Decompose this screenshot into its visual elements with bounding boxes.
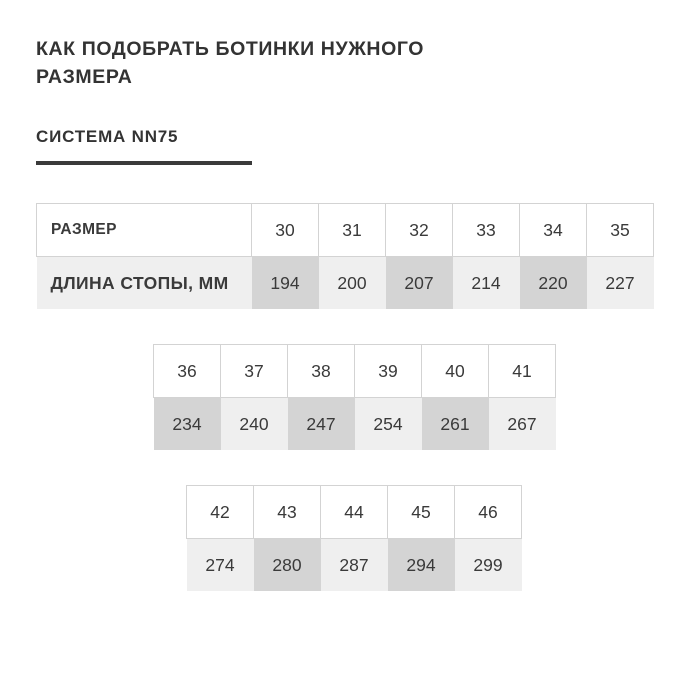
- length-cell: 261: [422, 398, 489, 451]
- length-cell: 220: [520, 257, 587, 310]
- length-cell: 254: [355, 398, 422, 451]
- size-cell: 38: [288, 345, 355, 398]
- size-cell: 33: [453, 204, 520, 257]
- length-cell: 194: [252, 257, 319, 310]
- size-table-block-3: [186, 485, 522, 591]
- length-cell: 240: [221, 398, 288, 451]
- length-cell: 227: [587, 257, 654, 310]
- size-cell: 44: [321, 486, 388, 539]
- page-subtitle: СИСТЕМА NN75: [36, 127, 179, 147]
- length-cell: 294: [388, 539, 455, 592]
- table-row-sizes: [37, 204, 654, 257]
- size-cell: 37: [221, 345, 288, 398]
- length-cell: 267: [489, 398, 556, 451]
- size-cell: 31: [319, 204, 386, 257]
- size-cell: 42: [187, 486, 254, 539]
- table-row-lengths: [37, 257, 654, 310]
- length-cell: 200: [319, 257, 386, 310]
- size-cell: 40: [422, 345, 489, 398]
- size-cell: 41: [489, 345, 556, 398]
- size-cell: 36: [154, 345, 221, 398]
- size-cell: 45: [388, 486, 455, 539]
- table-row-lengths: [154, 398, 556, 451]
- size-cell: 32: [386, 204, 453, 257]
- size-cell: 34: [520, 204, 587, 257]
- size-table-block-1: [36, 203, 654, 309]
- size-cell: 35: [587, 204, 654, 257]
- length-cell: 234: [154, 398, 221, 451]
- size-cell: 43: [254, 486, 321, 539]
- length-cell: 207: [386, 257, 453, 310]
- size-cell: 46: [455, 486, 522, 539]
- row-label-length: ДЛИНА СТОПЫ, ММ: [37, 257, 252, 310]
- title-divider: [36, 161, 252, 165]
- length-cell: 287: [321, 539, 388, 592]
- size-cell: 39: [355, 345, 422, 398]
- length-cell: 299: [455, 539, 522, 592]
- row-label-size: РАЗМЕР: [37, 204, 252, 257]
- table-row-sizes: [187, 486, 522, 539]
- length-cell: 214: [453, 257, 520, 310]
- length-cell: 274: [187, 539, 254, 592]
- size-table-block-2: [153, 344, 556, 450]
- table-row-sizes: [154, 345, 556, 398]
- size-cell: 30: [252, 204, 319, 257]
- page-title: КАК ПОДОБРАТЬ БОТИНКИ НУЖНОГО РАЗМЕРА: [36, 38, 425, 88]
- length-cell: 280: [254, 539, 321, 592]
- length-cell: 247: [288, 398, 355, 451]
- table-row-lengths: [187, 539, 522, 592]
